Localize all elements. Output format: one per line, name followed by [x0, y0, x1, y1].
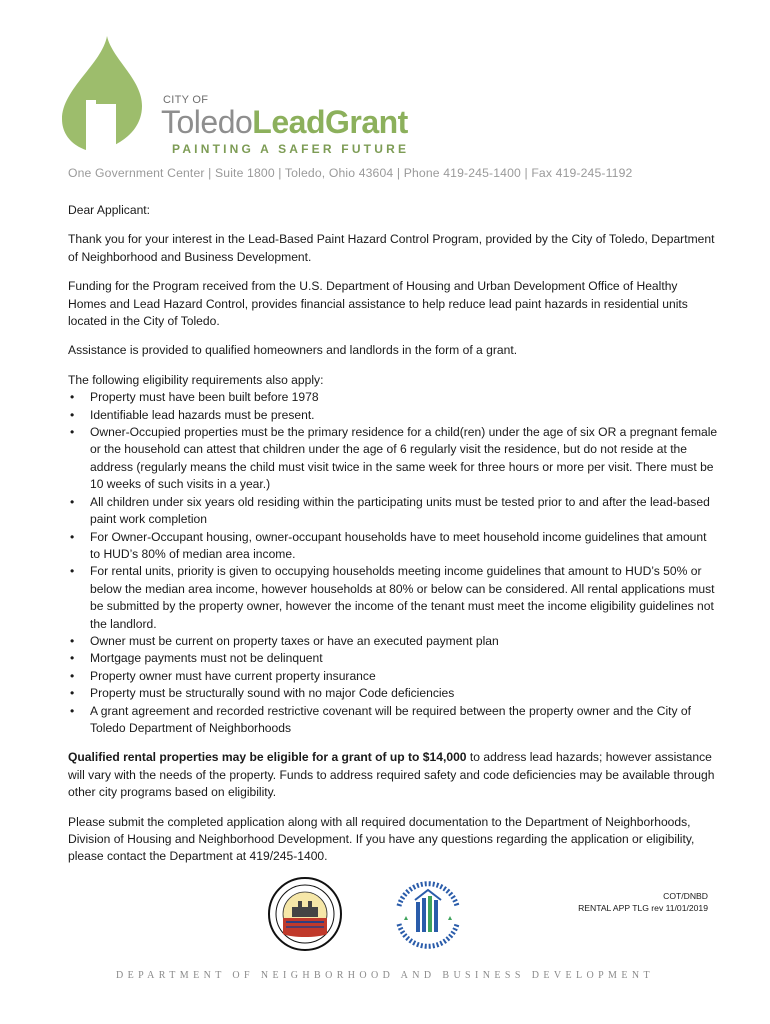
hud-seal-icon — [393, 879, 463, 949]
list-item: • For rental units, priority is given to occupying households meeting income guidelines that amount to HUD’s 50% or below the median area income, however households at 80% or below can be considered. All rental applications must be submitted by the property owner, however the income of the tenant must meet the income eligibility guidelines not the landlord. — [68, 563, 718, 633]
address-line: One Government Center | Suite 1800 | Toledo, Ohio 43604 | Phone 419-245-1400 | Fax 419-245-1192 — [68, 166, 633, 180]
paragraph-assistance: Assistance is provided to qualified homeowners and landlords in the form of a grant. — [68, 343, 518, 358]
document-reference — [578, 890, 708, 914]
list-item: • Property must be structurally sound with no major Code deficiencies — [68, 685, 718, 702]
list-item: • A grant agreement and recorded restrictive covenant will be required between the property owner and the City of Toledo Department of Neighborhoods — [68, 703, 718, 738]
brand-leadgrant: LeadGrant — [252, 104, 408, 140]
paragraph-submit: Please submit the completed application along with all required documentation to the Department of Neighborhoods, Division of Housing and Neighborhood Development. If you have any questions regarding the application or eligibility, please contact the Department at 419/245-1400. — [68, 814, 695, 864]
requirements-intro: The following eligibility requirements also apply: — [68, 372, 324, 387]
city-seal-icon — [269, 878, 341, 950]
list-item: • For Owner-Occupant housing, owner-occupant households have to meet household income guidelines that amount to HUD’s 80% of median area income. — [68, 529, 718, 564]
list-item: • Owner must be current on property taxes or have an executed payment plan — [68, 633, 718, 650]
list-item: • Mortgage payments must not be delinquent — [68, 650, 718, 667]
list-item: • Identifiable lead hazards must be present. — [68, 407, 718, 424]
paragraph-funding: Funding for the Program received from the U.S. Department of Housing and Urban Development Office of Healthy Homes and Lead Hazard Control, provides financial assistance to help reduce lead paint hazards in residential units located in the City of Toledo. — [68, 279, 688, 329]
reference-line-1: COT/DNBD — [663, 891, 708, 901]
letter-body — [68, 202, 718, 878]
list-item: • Property owner must have current property insurance — [68, 668, 718, 685]
brand-name — [161, 104, 408, 141]
paragraph-grant — [68, 749, 718, 801]
salutation: Dear Applicant: — [68, 203, 151, 217]
paragraph-intro: Thank you for your interest in the Lead-Based Paint Hazard Control Program, provided by the City of Toledo, Department of Neighborhood and Business Development. — [68, 232, 715, 264]
list-item: • Property must have been built before 1978 — [68, 389, 718, 406]
toledo-lead-grant-logo — [62, 34, 442, 164]
seals-graphic — [268, 876, 488, 956]
reference-line-2: RENTAL APP TLG rev 11/01/2019 — [578, 903, 708, 913]
footer-department: DEPARTMENT OF NEIGHBORHOOD AND BUSINESS DEVELOPMENT — [116, 970, 654, 981]
seals — [268, 876, 488, 961]
grant-details: to address lead hazards; however assistance will vary with the needs of the property. Funds to address required safety and code deficiencies may be available through other city programs based on eligibility. — [68, 750, 715, 800]
list-item: • Owner-Occupied properties must be the primary residence for a child(ren) under the age of six OR a pregnant female or the household can attest that children under the age of 6 regularly visit the residence, but do not reside at the address (regularly means the child must visit twice in the same week for three hours or more per visit. There must be 10 weeks of such visits in a year.) — [68, 424, 718, 494]
grant-amount-highlight: Qualified rental properties may be eligible for a grant of up to $14,000 — [68, 750, 467, 765]
brand-toledo: Toledo — [161, 104, 253, 140]
tagline: PAINTING A SAFER FUTURE — [172, 142, 410, 156]
list-item: • All children under six years old residing within the participating units must be tested prior to and after the lead-based paint work completion — [68, 494, 718, 529]
city-of-label: CITY OF — [163, 94, 209, 106]
requirements-list — [68, 389, 718, 737]
